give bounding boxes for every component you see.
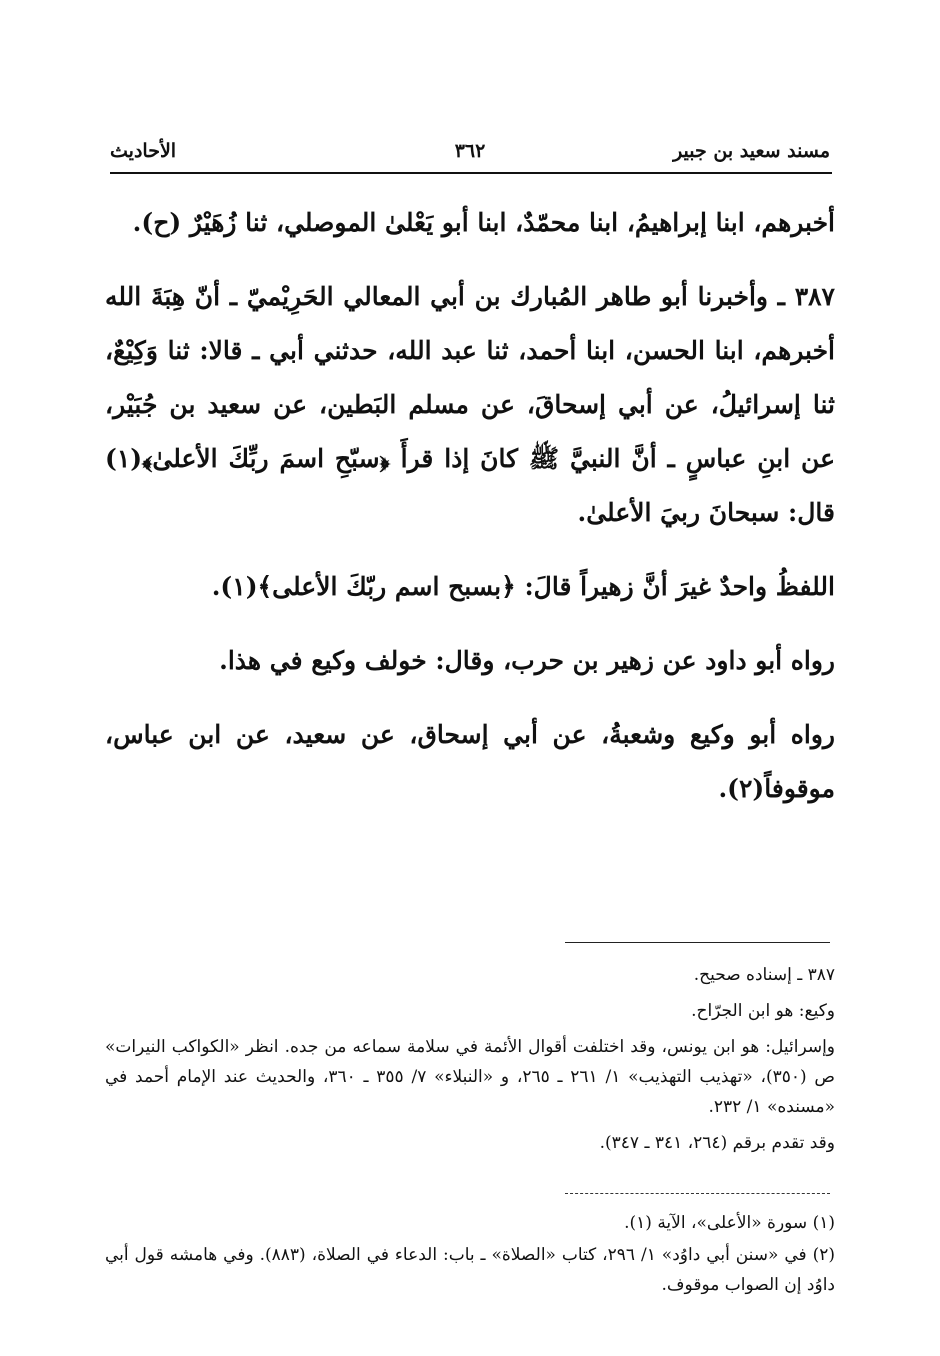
note-waki: وكيع: هو ابن الجرّاح. xyxy=(691,1001,835,1021)
footnotes xyxy=(105,1208,835,1302)
paragraph-abu-dawud: رواه أبو داود عن زهير بن حرب، وقال: خولف وكيع في هذا. xyxy=(219,646,835,675)
footnote-separator xyxy=(565,1193,830,1194)
note-israil: وإسرائيل: هو ابن يونس، وقد اختلفت أقوال الأئمة في سلامة سماعه من جده. انظر «الكواكب النيرات» ص (٣٥٠)، «تهذيب التهذيب» ١/ ٢٦١ ـ ٢٦٥، و «النبلاء» ٧/ ٣٥٥ ـ ٣٦٠، والحديث عند الإمام أحمد في «مسنده» ١/ ٢٣٢. xyxy=(105,1037,835,1117)
section-title: الأحاديث xyxy=(110,140,177,162)
main-text xyxy=(105,196,835,836)
running-header xyxy=(110,140,830,170)
footnote-1: (١) سورة «الأعلى»، الآية (١). xyxy=(624,1213,835,1233)
page-number: ٣٦٢ xyxy=(454,140,486,162)
commentary-notes xyxy=(105,960,835,1164)
note-isnad: ٣٨٧ ـ إسناده صحيح. xyxy=(693,965,835,985)
notes-separator xyxy=(565,942,830,943)
footnote-2: (٢) في «سنن أبي داوُد» ١/ ٢٩٦، كتاب «الصلاة» ـ باب: الدعاء في الصلاة، (٨٨٣). وفي هامشه قول أبي داوُد إن الصواب موقوف. xyxy=(105,1245,835,1295)
paragraph-wording-note: اللفظُ واحدٌ غيرَ أنَّ زهيراً قالَ: ﴿بسبح اسم ربّكَ الأعلى﴾(١). xyxy=(211,572,835,601)
paragraph-chain-continued: أخبرهم، ابنا إبراهيمُ، ابنا محمّدٌ، ابنا أبو يَعْلىٰ الموصلي، ثنا زُهَيْرٌ (ح). xyxy=(132,208,835,237)
header-rule xyxy=(110,172,832,174)
book-title: مسند سعيد بن جبير xyxy=(673,140,830,162)
note-cross-reference: وقد تقدم برقم (٢٦٤، ٣٤١ ـ ٣٤٧). xyxy=(599,1133,835,1153)
paragraph-hadith-387: ٣٨٧ ـ وأخبرنا أبو طاهر المُبارك بن أبي المعالي الحَرِيْميّ ـ أنّ هِبَةَ الله أخبرهم، ابنا الحسن، ابنا أحمد، ثنا عبد الله، حدثني أبي ـ قالا: ثنا وَكِيْعٌ، ثنا إسرائيلُ، عن أبي إسحاقَ، عن مسلم البَطين، عن سعيد بن جُبَيْر، عن ابنِ عباسٍ ـ أنَّ النبيَّ ﷺ كانَ إذا قرأَ ﴿سبّحِ اسمَ ربِّكَ الأعلىٰ﴾(١) قال: سبحانَ ربيَ الأعلىٰ. xyxy=(105,282,835,527)
paragraph-mawquf: رواه أبو وكيع وشعبةُ، عن أبي إسحاق، عن سعيد، عن ابن عباس، موقوفاً(٢). xyxy=(105,720,835,803)
